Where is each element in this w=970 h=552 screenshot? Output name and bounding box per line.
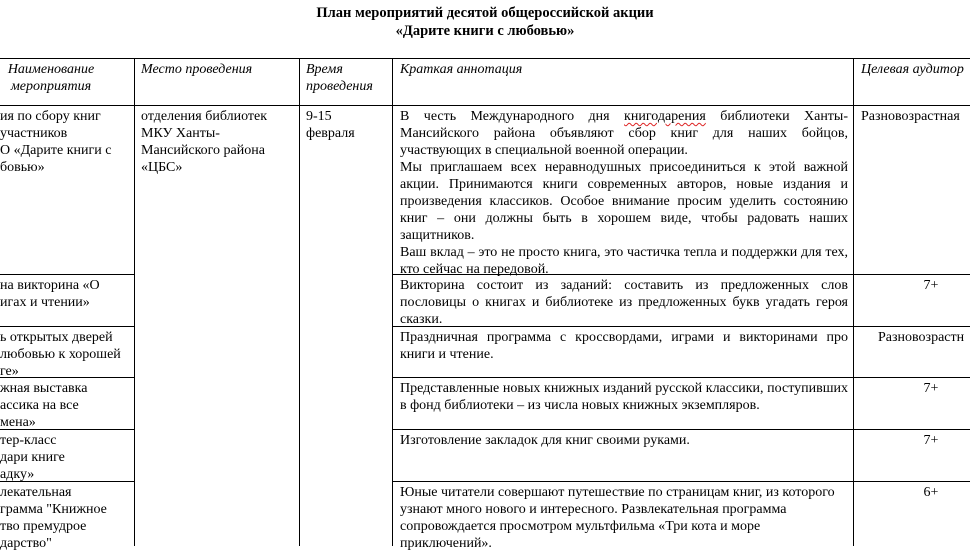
row-5-name-line-2: дари книге <box>0 450 65 465</box>
row-2-audience-value: 7+ <box>923 278 939 293</box>
header-place-label: Место проведения <box>141 62 253 77</box>
header-name-line-1: Наименование <box>7 62 95 77</box>
row-5-bottom-border-right <box>392 481 970 482</box>
row-6-name <box>0 484 132 552</box>
place-cell <box>141 108 296 176</box>
header-annotation <box>400 61 850 78</box>
row-1-audience-value: Разновозрастная <box>861 109 960 124</box>
header-annotation-label: Краткая аннотация <box>400 62 523 77</box>
row-1-annotation-p2: Мы приглашаем всех неравнодушных присоединиться к этой важной акции. Принимаются книги современных авторов, новые издания и произведения классиков. Особое внимание просим уделить состоянию книг – они должны быть в хорошем виде, чтобы радовать наших защитников. <box>400 160 848 243</box>
row-3-audience-value: Разновозрастн <box>878 330 965 345</box>
row-4-audience-value: 7+ <box>923 381 939 396</box>
header-time-line-2: проведения <box>306 79 373 94</box>
row-4-name-line-2: ассика на все <box>0 398 79 413</box>
col-divider-1 <box>134 58 135 546</box>
header-audience <box>861 61 970 78</box>
row-6-audience-value: 6+ <box>923 485 939 500</box>
row-2-bottom-border <box>0 326 134 327</box>
row-2-name <box>0 277 132 311</box>
row-3-audience <box>878 329 970 346</box>
time-line-1: 9-15 <box>306 109 332 124</box>
row-1-annotation-p1-prefix: В честь Международного дня <box>400 109 625 124</box>
row-1-name-line-1: ия по сбору книг <box>0 109 101 124</box>
row-2-audience <box>861 277 970 294</box>
row-6-name-line-3: тво премудрое <box>0 519 87 534</box>
row-3-name <box>0 329 132 380</box>
row-5-annotation <box>400 432 848 449</box>
row-6-annotation <box>400 484 840 552</box>
row-1-name <box>0 108 132 176</box>
row-4-audience <box>861 380 970 397</box>
row-4-annotation-text: Представленные новых книжных изданий русской классики, поступивших в фонд библиотеки – из числа новых книжных экземпляров. <box>400 381 848 413</box>
row-6-annotation-text: Юные читатели совершают путешествие по страницам книг, из которого узнают много нового и интересного. Развлекательная программа сопровождается просмотром мультфильма «Три кота и море приключений». <box>400 485 835 551</box>
row-4-annotation <box>400 380 848 414</box>
row-3-name-line-1: ь открытых дверей <box>0 330 113 345</box>
row-2-annotation <box>400 277 848 328</box>
row-5-name-line-3: адку» <box>0 467 35 482</box>
row-3-annotation-text: Праздничная программа с кроссвордами, играми и викторинами про книги и чтение. <box>400 330 848 362</box>
place-line-3: Мансийского района <box>141 143 265 158</box>
row-4-name-line-3: мена» <box>0 415 36 430</box>
row-1-name-line-2: участников <box>0 126 68 141</box>
row-1-bottom-border <box>0 274 134 275</box>
row-4-name-line-1: жная выставка <box>0 381 88 396</box>
time-line-2: февраля <box>306 126 355 141</box>
header-bottom-border <box>0 105 970 106</box>
row-1-annotation-p1 <box>400 108 848 159</box>
col-divider-4 <box>853 58 854 546</box>
place-line-1: отделения библиотек <box>141 109 268 124</box>
table-top-border <box>0 58 970 59</box>
row-1-name-line-4: бовью» <box>0 160 45 175</box>
col-divider-2 <box>299 58 300 546</box>
header-time <box>306 61 394 95</box>
row-6-name-line-2: грамма "Книжное <box>0 502 107 517</box>
row-5-audience <box>861 432 970 449</box>
place-line-4: «ЦБС» <box>141 160 183 175</box>
row-3-annotation <box>400 329 848 363</box>
header-name-line-2: мероприятия <box>10 79 92 94</box>
header-name <box>0 61 102 95</box>
row-1-annotation-spellcheck-word: книгодарения <box>624 109 706 124</box>
header-time-line-1: Время <box>306 62 343 77</box>
row-6-name-line-4: дарство" <box>0 536 52 551</box>
row-1-annotation-p1-suffix: библиотеки Ханты-Мансийского района объявляют сбор книг для наших бойцов, участвующих в специальной военной операции. <box>400 109 848 158</box>
row-2-name-line-2: игах и чтении» <box>0 295 90 310</box>
title-line-2: «Дарите книги с любовью» <box>395 23 575 39</box>
row-1-annotation-p3: Ваш вклад – это не просто книга, это частичка тепла и поддержки для тех, кто сейчас на передовой. <box>400 245 848 277</box>
row-1-annotation <box>400 108 848 278</box>
row-3-bottom-border-right <box>392 377 970 378</box>
header-audience-label: Целевая аудитор <box>861 62 964 77</box>
row-5-audience-value: 7+ <box>923 433 939 448</box>
row-6-audience <box>861 484 970 501</box>
row-5-annotation-text: Изготовление закладок для книг своими руками. <box>400 433 690 448</box>
row-3-name-line-2: любовью к хорошей <box>0 347 121 362</box>
time-cell <box>306 108 394 142</box>
title-line-1: План мероприятий десятой общероссийской акции <box>316 5 654 21</box>
row-1-audience <box>861 108 970 125</box>
row-4-bottom-border-right <box>392 429 970 430</box>
row-1-name-line-3: О «Дарите книги с <box>0 143 112 158</box>
header-place <box>141 61 296 78</box>
row-6-name-line-1: лекательная <box>0 485 72 500</box>
row-4-name <box>0 380 132 431</box>
row-5-name-line-1: тер-класс <box>0 433 57 448</box>
place-line-2: МКУ Ханты- <box>141 126 220 141</box>
row-2-name-line-1: на викторина «О <box>0 278 100 293</box>
row-5-name <box>0 432 132 483</box>
row-3-name-line-3: ге» <box>0 364 19 379</box>
row-2-annotation-text: Викторина состоит из заданий: составить из предложенных слов пословицы о книгах и библиотеке из предложенных букв угадать героя сказки. <box>400 278 848 327</box>
